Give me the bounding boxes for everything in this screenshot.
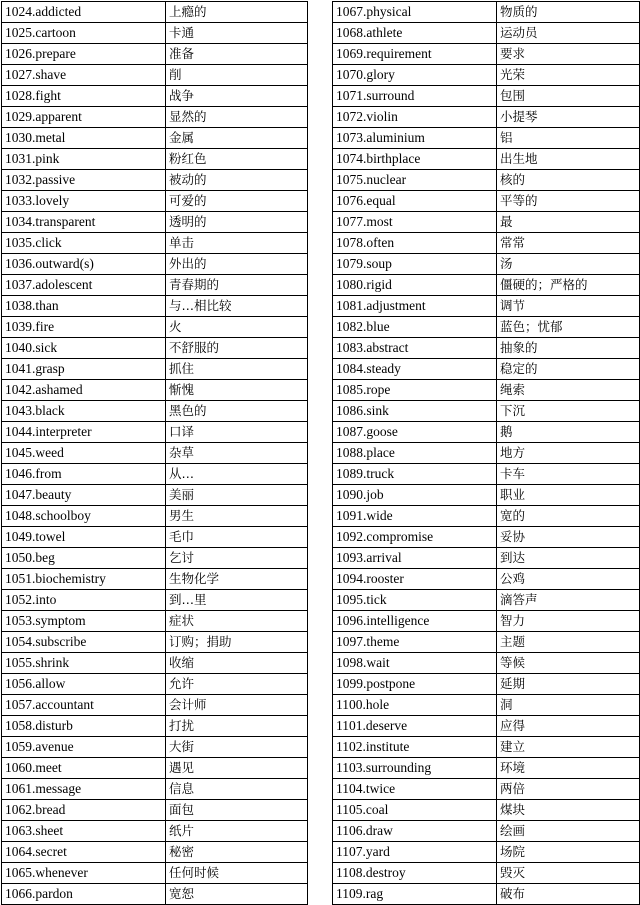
- table-row: [2, 296, 308, 317]
- table-row: [2, 107, 308, 128]
- vocab-table-right: [332, 1, 640, 905]
- word-cell: 1099.postpone: [333, 674, 497, 695]
- word-cell: 1033.lovely: [2, 191, 166, 212]
- table-row: [333, 695, 640, 716]
- table-row: [2, 233, 308, 254]
- table-row: [2, 506, 308, 527]
- meaning-cell: 蓝色；忧郁: [497, 317, 640, 338]
- table-row: [2, 779, 308, 800]
- table-row: [2, 758, 308, 779]
- meaning-cell: 环境: [497, 758, 640, 779]
- word-cell: 1027.shave: [2, 65, 166, 86]
- meaning-cell: 卡车: [497, 464, 640, 485]
- meaning-cell: 出生地: [497, 149, 640, 170]
- meaning-cell: 男生: [166, 506, 308, 527]
- table-row: [2, 86, 308, 107]
- meaning-cell: 智力: [497, 611, 640, 632]
- table-row: [333, 401, 640, 422]
- word-cell: 1076.equal: [333, 191, 497, 212]
- meaning-cell: 两倍: [497, 779, 640, 800]
- word-cell: 1096.intelligence: [333, 611, 497, 632]
- table-row: [333, 44, 640, 65]
- word-cell: 1079.soup: [333, 254, 497, 275]
- word-cell: 1072.violin: [333, 107, 497, 128]
- table-row: [333, 506, 640, 527]
- table-row: [2, 632, 308, 653]
- word-cell: 1026.prepare: [2, 44, 166, 65]
- meaning-cell: 外出的: [166, 254, 308, 275]
- table-row: [333, 653, 640, 674]
- table-row: [333, 716, 640, 737]
- table-row: [2, 821, 308, 842]
- table-row: [333, 23, 640, 44]
- word-cell: 1041.grasp: [2, 359, 166, 380]
- word-cell: 1037.adolescent: [2, 275, 166, 296]
- table-row: [2, 863, 308, 884]
- word-cell: 1080.rigid: [333, 275, 497, 296]
- table-row: [2, 128, 308, 149]
- word-cell: 1025.cartoon: [2, 23, 166, 44]
- table-row: [333, 758, 640, 779]
- meaning-cell: 要求: [497, 44, 640, 65]
- table-row: [333, 800, 640, 821]
- word-cell: 1031.pink: [2, 149, 166, 170]
- meaning-cell: 应得: [497, 716, 640, 737]
- word-cell: 1049.towel: [2, 527, 166, 548]
- meaning-cell: 被动的: [166, 170, 308, 191]
- table-row: [333, 821, 640, 842]
- meaning-cell: 煤块: [497, 800, 640, 821]
- word-cell: 1051.biochemistry: [2, 569, 166, 590]
- meaning-cell: 地方: [497, 443, 640, 464]
- meaning-cell: 宽恕: [166, 884, 308, 905]
- table-row: [333, 527, 640, 548]
- meaning-cell: 平等的: [497, 191, 640, 212]
- word-cell: 1059.avenue: [2, 737, 166, 758]
- table-row: [2, 380, 308, 401]
- meaning-cell: 抽象的: [497, 338, 640, 359]
- meaning-cell: 信息: [166, 779, 308, 800]
- table-row: [2, 317, 308, 338]
- vocab-table-left: [1, 1, 308, 905]
- meaning-cell: 青春期的: [166, 275, 308, 296]
- table-row: [333, 170, 640, 191]
- word-cell: 1066.pardon: [2, 884, 166, 905]
- table-row: [333, 590, 640, 611]
- table-row: [333, 674, 640, 695]
- word-cell: 1105.coal: [333, 800, 497, 821]
- table-row: [333, 485, 640, 506]
- table-row: [2, 65, 308, 86]
- word-cell: 1074.birthplace: [333, 149, 497, 170]
- table-row: [2, 191, 308, 212]
- table-row: [333, 128, 640, 149]
- meaning-cell: 等候: [497, 653, 640, 674]
- table-row: [333, 191, 640, 212]
- table-row: [333, 107, 640, 128]
- meaning-cell: 收缩: [166, 653, 308, 674]
- table-row: [333, 611, 640, 632]
- word-cell: 1040.sick: [2, 338, 166, 359]
- meaning-cell: 铝: [497, 128, 640, 149]
- meaning-cell: 毁灭: [497, 863, 640, 884]
- table-row: [2, 800, 308, 821]
- table-row: [2, 527, 308, 548]
- meaning-cell: 汤: [497, 254, 640, 275]
- meaning-cell: 最: [497, 212, 640, 233]
- word-cell: 1095.tick: [333, 590, 497, 611]
- table-row: [333, 863, 640, 884]
- table-row: [333, 632, 640, 653]
- word-cell: 1068.athlete: [333, 23, 497, 44]
- table-row: [333, 65, 640, 86]
- meaning-cell: 到…里: [166, 590, 308, 611]
- meaning-cell: 光荣: [497, 65, 640, 86]
- meaning-cell: 鹅: [497, 422, 640, 443]
- word-cell: 1060.meet: [2, 758, 166, 779]
- word-cell: 1065.whenever: [2, 863, 166, 884]
- word-cell: 1032.passive: [2, 170, 166, 191]
- meaning-cell: 核的: [497, 170, 640, 191]
- table-row: [2, 2, 308, 23]
- meaning-cell: 绘画: [497, 821, 640, 842]
- word-cell: 1038.than: [2, 296, 166, 317]
- meaning-cell: 不舒服的: [166, 338, 308, 359]
- table-row: [2, 590, 308, 611]
- meaning-cell: 可爱的: [166, 191, 308, 212]
- table-row: [333, 737, 640, 758]
- meaning-cell: 常常: [497, 233, 640, 254]
- table-row: [2, 569, 308, 590]
- word-cell: 1077.most: [333, 212, 497, 233]
- word-cell: 1092.compromise: [333, 527, 497, 548]
- meaning-cell: 任何时候: [166, 863, 308, 884]
- word-cell: 1091.wide: [333, 506, 497, 527]
- table-row: [333, 842, 640, 863]
- table-row: [333, 275, 640, 296]
- word-cell: 1108.destroy: [333, 863, 497, 884]
- table-row: [2, 884, 308, 905]
- word-cell: 1045.weed: [2, 443, 166, 464]
- meaning-cell: 口译: [166, 422, 308, 443]
- table-row: [333, 2, 640, 23]
- table-row: [2, 275, 308, 296]
- table-row: [2, 338, 308, 359]
- word-cell: 1098.wait: [333, 653, 497, 674]
- word-cell: 1046.from: [2, 464, 166, 485]
- word-cell: 1062.bread: [2, 800, 166, 821]
- meaning-cell: 破布: [497, 884, 640, 905]
- meaning-cell: 生物化学: [166, 569, 308, 590]
- table-row: [2, 212, 308, 233]
- table-row: [333, 317, 640, 338]
- meaning-cell: 下沉: [497, 401, 640, 422]
- table-row: [2, 674, 308, 695]
- table-row: [2, 464, 308, 485]
- word-cell: 1039.fire: [2, 317, 166, 338]
- table-row: [2, 485, 308, 506]
- word-cell: 1050.beg: [2, 548, 166, 569]
- word-cell: 1043.black: [2, 401, 166, 422]
- meaning-cell: 小提琴: [497, 107, 640, 128]
- meaning-cell: 打扰: [166, 716, 308, 737]
- meaning-cell: 透明的: [166, 212, 308, 233]
- word-cell: 1103.surrounding: [333, 758, 497, 779]
- meaning-cell: 与…相比较: [166, 296, 308, 317]
- word-cell: 1047.beauty: [2, 485, 166, 506]
- table-row: [333, 422, 640, 443]
- meaning-cell: 建立: [497, 737, 640, 758]
- word-cell: 1034.transparent: [2, 212, 166, 233]
- meaning-cell: 症状: [166, 611, 308, 632]
- word-cell: 1109.rag: [333, 884, 497, 905]
- meaning-cell: 允许: [166, 674, 308, 695]
- word-cell: 1067.physical: [333, 2, 497, 23]
- word-cell: 1089.truck: [333, 464, 497, 485]
- meaning-cell: 订购；捐助: [166, 632, 308, 653]
- table-row: [333, 338, 640, 359]
- word-cell: 1082.blue: [333, 317, 497, 338]
- word-cell: 1086.sink: [333, 401, 497, 422]
- word-cell: 1087.goose: [333, 422, 497, 443]
- word-cell: 1054.subscribe: [2, 632, 166, 653]
- meaning-cell: 会计师: [166, 695, 308, 716]
- meaning-cell: 僵硬的；严格的: [497, 275, 640, 296]
- word-cell: 1035.click: [2, 233, 166, 254]
- meaning-cell: 到达: [497, 548, 640, 569]
- table-row: [333, 548, 640, 569]
- table-row: [2, 23, 308, 44]
- meaning-cell: 杂草: [166, 443, 308, 464]
- table-row: [2, 737, 308, 758]
- table-row: [333, 233, 640, 254]
- word-cell: 1055.shrink: [2, 653, 166, 674]
- meaning-cell: 运动员: [497, 23, 640, 44]
- table-row: [2, 653, 308, 674]
- word-cell: 1073.aluminium: [333, 128, 497, 149]
- table-row: [2, 716, 308, 737]
- word-cell: 1088.place: [333, 443, 497, 464]
- meaning-cell: 延期: [497, 674, 640, 695]
- word-cell: 1083.abstract: [333, 338, 497, 359]
- word-cell: 1052.into: [2, 590, 166, 611]
- meaning-cell: 包围: [497, 86, 640, 107]
- meaning-cell: 稳定的: [497, 359, 640, 380]
- word-cell: 1094.rooster: [333, 569, 497, 590]
- table-row: [2, 44, 308, 65]
- meaning-cell: 主题: [497, 632, 640, 653]
- meaning-cell: 宽的: [497, 506, 640, 527]
- meaning-cell: 上瘾的: [166, 2, 308, 23]
- meaning-cell: 卡通: [166, 23, 308, 44]
- word-cell: 1069.requirement: [333, 44, 497, 65]
- table-row: [2, 254, 308, 275]
- word-cell: 1107.yard: [333, 842, 497, 863]
- word-cell: 1053.symptom: [2, 611, 166, 632]
- table-row: [2, 548, 308, 569]
- meaning-cell: 黑色的: [166, 401, 308, 422]
- meaning-cell: 洞: [497, 695, 640, 716]
- meaning-cell: 场院: [497, 842, 640, 863]
- meaning-cell: 公鸡: [497, 569, 640, 590]
- meaning-cell: 秘密: [166, 842, 308, 863]
- meaning-cell: 大街: [166, 737, 308, 758]
- vocab-table-right-body: [333, 2, 640, 905]
- meaning-cell: 火: [166, 317, 308, 338]
- word-cell: 1058.disturb: [2, 716, 166, 737]
- word-cell: 1061.message: [2, 779, 166, 800]
- table-row: [2, 611, 308, 632]
- word-cell: 1075.nuclear: [333, 170, 497, 191]
- word-cell: 1084.steady: [333, 359, 497, 380]
- word-cell: 1056.allow: [2, 674, 166, 695]
- table-row: [2, 422, 308, 443]
- word-cell: 1090.job: [333, 485, 497, 506]
- meaning-cell: 惭愧: [166, 380, 308, 401]
- meaning-cell: 显然的: [166, 107, 308, 128]
- table-row: [333, 569, 640, 590]
- word-cell: 1106.draw: [333, 821, 497, 842]
- meaning-cell: 乞讨: [166, 548, 308, 569]
- table-row: [333, 212, 640, 233]
- table-row: [333, 86, 640, 107]
- word-cell: 1042.ashamed: [2, 380, 166, 401]
- table-row: [2, 149, 308, 170]
- word-cell: 1101.deserve: [333, 716, 497, 737]
- meaning-cell: 绳索: [497, 380, 640, 401]
- word-cell: 1029.apparent: [2, 107, 166, 128]
- meaning-cell: 遇见: [166, 758, 308, 779]
- meaning-cell: 粉红色: [166, 149, 308, 170]
- meaning-cell: 纸片: [166, 821, 308, 842]
- table-row: [2, 401, 308, 422]
- meaning-cell: 调节: [497, 296, 640, 317]
- table-row: [2, 842, 308, 863]
- vocab-table-left-body: [2, 2, 308, 905]
- meaning-cell: 战争: [166, 86, 308, 107]
- table-row: [2, 359, 308, 380]
- meaning-cell: 抓住: [166, 359, 308, 380]
- meaning-cell: 从…: [166, 464, 308, 485]
- meaning-cell: 削: [166, 65, 308, 86]
- meaning-cell: 金属: [166, 128, 308, 149]
- table-row: [333, 380, 640, 401]
- meaning-cell: 美丽: [166, 485, 308, 506]
- table-row: [333, 884, 640, 905]
- meaning-cell: 单击: [166, 233, 308, 254]
- word-cell: 1057.accountant: [2, 695, 166, 716]
- meaning-cell: 毛巾: [166, 527, 308, 548]
- table-row: [2, 443, 308, 464]
- word-cell: 1030.metal: [2, 128, 166, 149]
- table-row: [333, 779, 640, 800]
- word-cell: 1093.arrival: [333, 548, 497, 569]
- word-cell: 1024.addicted: [2, 2, 166, 23]
- word-cell: 1102.institute: [333, 737, 497, 758]
- word-cell: 1064.secret: [2, 842, 166, 863]
- meaning-cell: 滴答声: [497, 590, 640, 611]
- word-cell: 1104.twice: [333, 779, 497, 800]
- table-row: [2, 170, 308, 191]
- meaning-cell: 物质的: [497, 2, 640, 23]
- word-cell: 1070.glory: [333, 65, 497, 86]
- word-cell: 1081.adjustment: [333, 296, 497, 317]
- word-cell: 1063.sheet: [2, 821, 166, 842]
- table-row: [333, 296, 640, 317]
- meaning-cell: 职业: [497, 485, 640, 506]
- table-row: [333, 254, 640, 275]
- word-cell: 1078.often: [333, 233, 497, 254]
- word-cell: 1028.fight: [2, 86, 166, 107]
- word-cell: 1097.theme: [333, 632, 497, 653]
- table-row: [2, 695, 308, 716]
- meaning-cell: 面包: [166, 800, 308, 821]
- word-cell: 1071.surround: [333, 86, 497, 107]
- table-row: [333, 443, 640, 464]
- word-cell: 1044.interpreter: [2, 422, 166, 443]
- table-row: [333, 359, 640, 380]
- word-cell: 1048.schoolboy: [2, 506, 166, 527]
- table-row: [333, 464, 640, 485]
- table-row: [333, 149, 640, 170]
- meaning-cell: 准备: [166, 44, 308, 65]
- word-cell: 1036.outward(s): [2, 254, 166, 275]
- word-cell: 1100.hole: [333, 695, 497, 716]
- word-cell: 1085.rope: [333, 380, 497, 401]
- meaning-cell: 妥协: [497, 527, 640, 548]
